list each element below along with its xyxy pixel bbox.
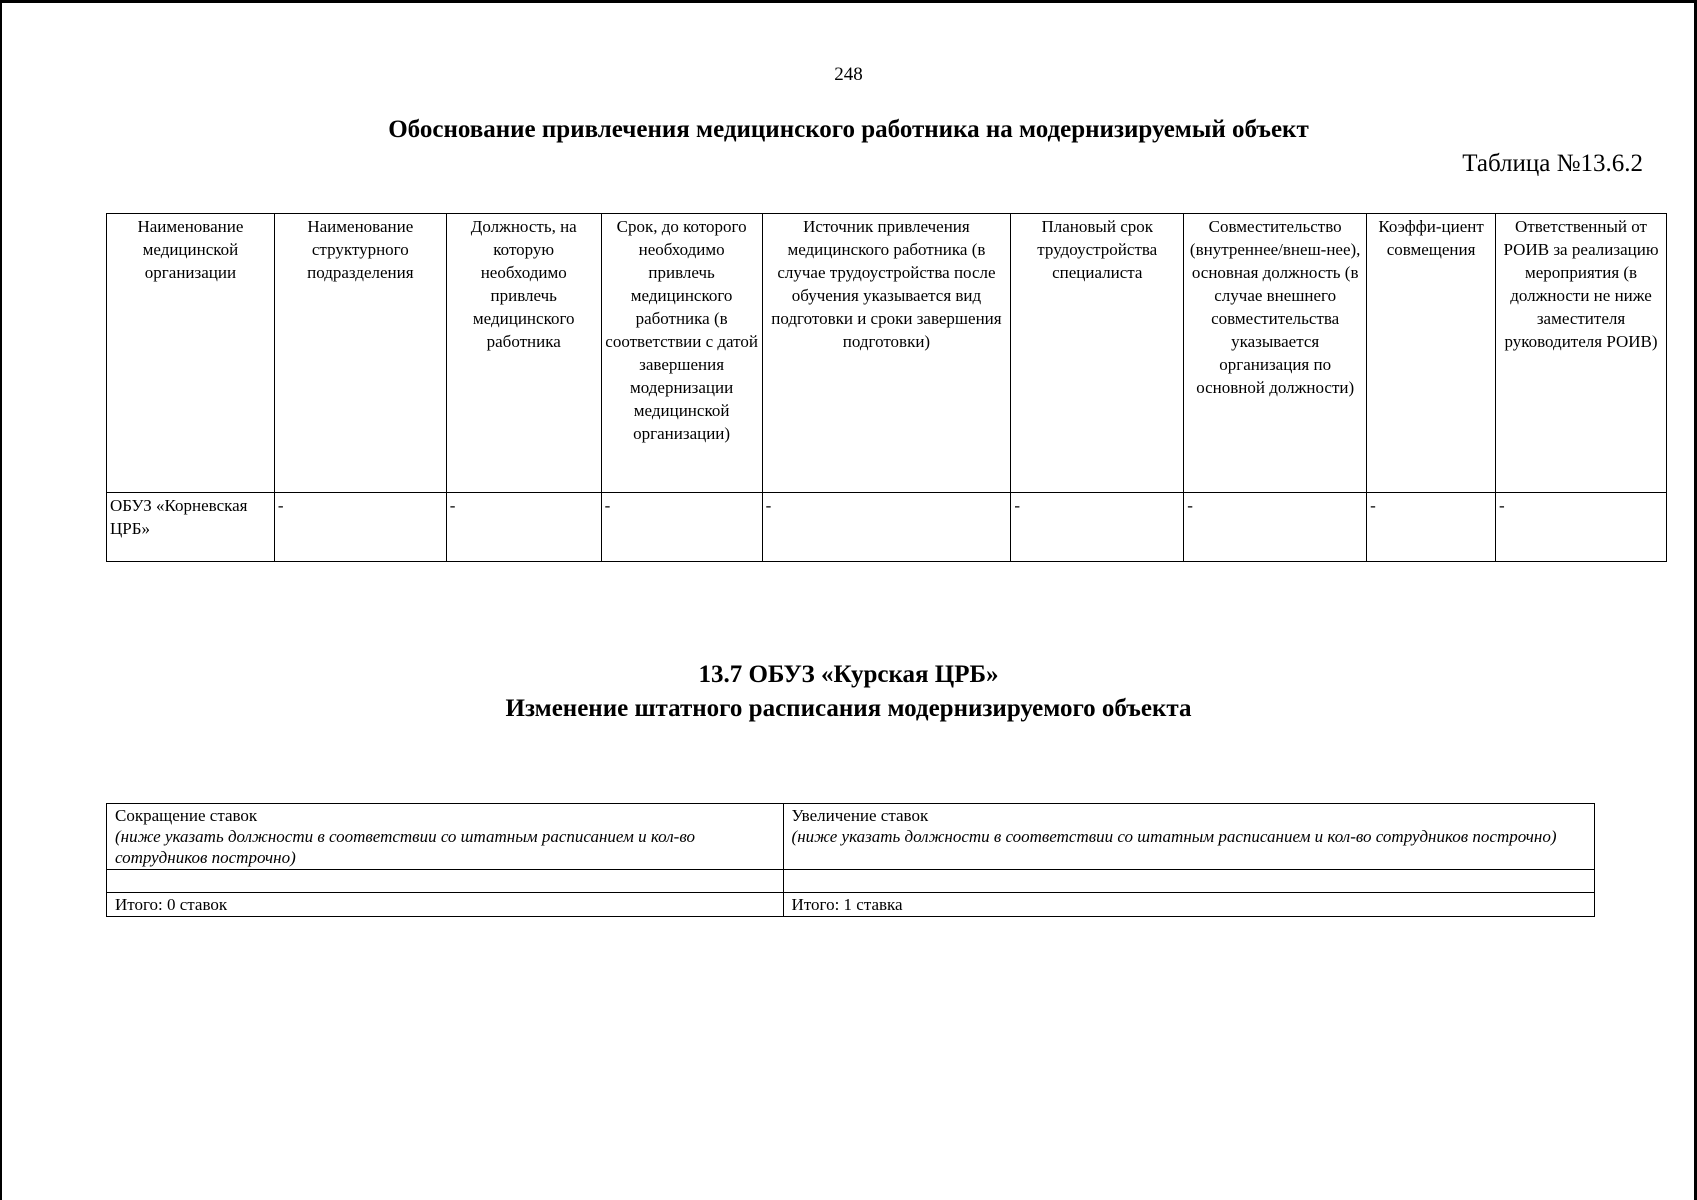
- cell-deadline: -: [601, 493, 762, 562]
- page-border-left: [0, 0, 2, 1200]
- increase-hint: (ниже указать должности в соответствии со штатным расписанием и кол-во сотрудников построчно): [791, 827, 1557, 846]
- header-coefficient: Коэффи-циент совмещения: [1367, 214, 1496, 493]
- cell-department: -: [274, 493, 446, 562]
- staffing-total-row: [107, 893, 1595, 917]
- cell-coefficient: -: [1367, 493, 1496, 562]
- header-planned-date: Плановый срок трудоустройства специалиста: [1011, 214, 1184, 493]
- header-deadline: Срок, до которого необходимо привлечь медицинского работника (в соответствии с датой завершения модернизации медицинской организации): [601, 214, 762, 493]
- table-header-row: [107, 214, 1667, 493]
- cell-planned-date: -: [1011, 493, 1184, 562]
- increase-header-cell: [783, 804, 1594, 870]
- header-responsible: Ответственный от РОИВ за реализацию мероприятия (в должности не ниже заместителя руководителя РОИВ): [1496, 214, 1667, 493]
- header-part-time: Совместительство (внутреннее/внеш-нее), основная должность (в случае внешнего совместительства указывается организация по основной должности): [1184, 214, 1367, 493]
- section-heading: [0, 658, 1697, 726]
- staffing-header-row: [107, 804, 1595, 870]
- page-number: 248: [834, 64, 863, 85]
- staffing-empty-row: [107, 870, 1595, 893]
- reduction-empty-cell: [107, 870, 784, 893]
- page-border-top: [0, 0, 1697, 3]
- table-row: [107, 493, 1667, 562]
- section-title: 13.7 ОБУЗ «Курская ЦРБ»: [698, 661, 999, 688]
- cell-position: -: [446, 493, 601, 562]
- reduction-label: Сокращение ставок: [115, 806, 258, 825]
- increase-empty-cell: [783, 870, 1594, 893]
- table-caption: Таблица №13.6.2: [1462, 150, 1643, 177]
- reduction-total: Итого: 0 ставок: [107, 893, 784, 917]
- section-subtitle: Изменение штатного расписания модернизируемого объекта: [505, 695, 1192, 722]
- increase-total: Итого: 1 ставка: [783, 893, 1594, 917]
- cell-part-time: -: [1184, 493, 1367, 562]
- attraction-justification-table: [106, 213, 1667, 562]
- header-position: Должность, на которую необходимо привлечь медицинского работника: [446, 214, 601, 493]
- staffing-change-table: [106, 803, 1595, 917]
- increase-label: Увеличение ставок: [791, 806, 929, 825]
- reduction-header-cell: [107, 804, 784, 870]
- reduction-hint: (ниже указать должности в соответствии со штатным расписанием и кол-во сотрудников построчно): [115, 827, 695, 867]
- document-title: Обоснование привлечения медицинского работника на модернизируемый объект: [388, 116, 1309, 143]
- header-department: Наименование структурного подразделения: [274, 214, 446, 493]
- header-source: Источник привлечения медицинского работника (в случае трудоустройства после обучения указывается вид подготовки и сроки завершения подготовки): [762, 214, 1011, 493]
- cell-responsible: -: [1496, 493, 1667, 562]
- cell-organization: ОБУЗ «Корневская ЦРБ»: [107, 493, 275, 562]
- header-organization: Наименование медицинской организации: [107, 214, 275, 493]
- cell-source: -: [762, 493, 1011, 562]
